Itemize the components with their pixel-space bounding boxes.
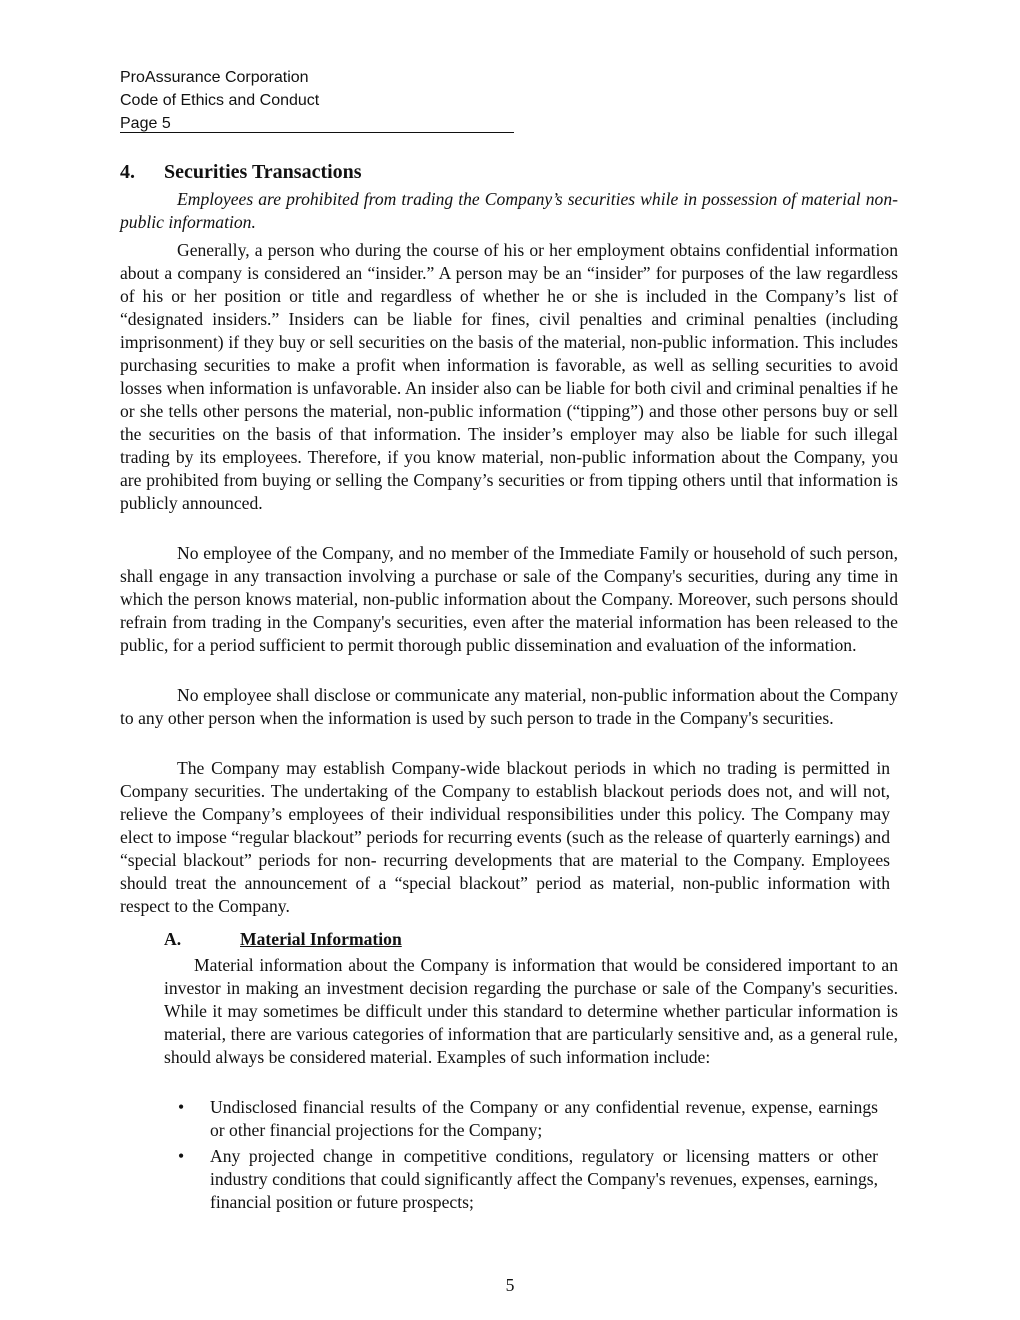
list-item-text: Undisclosed financial results of the Company or any confidential revenue, expense, earnings or other financial projections for the Company; (210, 1097, 878, 1140)
paragraph-material-information: Material information about the Company is information that would be considered important to an investor in making an investment decision regarding the purchase or sale of the Company's securities. While it may sometimes be difficult under this standard to determine whether particular information is material, there are various categories of information that are particularly sensitive and, as a general rule, should always be considered material. Examples of such information include: (164, 955, 898, 1067)
list-item (178, 1145, 878, 1215)
section-lead: Employees are prohibited from trading the Company’s securities while in possession of material non-public information. (120, 189, 898, 232)
header-page-label: Page 5 (120, 115, 171, 132)
header-document-title: Code of Ethics and Conduct (120, 92, 320, 109)
bullet-icon: • (178, 1146, 185, 1166)
paragraph-no-disclosure: No employee shall disclose or communicate any material, non-public information about the Company to any other person when the information is used by such person to trade in the Company's securities. (120, 685, 898, 728)
section-title: Securities Transactions (164, 161, 362, 183)
page-number: 5 (505, 1275, 515, 1295)
paragraph-no-trading: No employee of the Company, and no member of the Immediate Family or household of such person, shall engage in any transaction involving a purchase or sale of the Company's securities, during any time in which the person knows material, non-public information about the Company. Moreover, such persons should refrain from trading in the Company's securities, even after the material information has been released to the public, for a period sufficient to permit thorough public dissemination and evaluation of the information. (120, 543, 898, 655)
page-header (120, 66, 514, 135)
paragraph-insider: Generally, a person who during the course of his or her employment obtains confidential information about a company is considered an “insider.” A person may be an “insider” for purposes of the law regardless of his or her position or title and regardless of whether he or she is included in the Company’s list of “designated insiders.” Insiders can be liable for fines, civil penalties and criminal penalties (including imprisonment) if they buy or sell securities on the basis of the material, non-public information. This includes purchasing securities to make a profit when information is favorable, as well as selling securities to avoid losses when information is unfavorable. An insider also can be liable for both civil and criminal penalties if he or she tells other persons the material, non-public information (“tipping”) and those other persons buy or sell the securities on the basis of that information. The insider’s employer may also be liable for such illegal trading by its employees. Therefore, if you know material, non-public information about the Company, you are prohibited from buying or selling the Company’s securities or from tipping others until that information is publicly announced. (120, 240, 898, 513)
subsection-title: Material Information (240, 929, 402, 949)
list-item (178, 1096, 878, 1142)
header-rule (120, 132, 514, 133)
header-company: ProAssurance Corporation (120, 69, 309, 86)
section-heading (120, 160, 362, 184)
bullet-icon: • (178, 1097, 185, 1117)
paragraph-blackout: The Company may establish Company-wide blackout periods in which no trading is permitted in Company securities. The undertaking of the Company to establish blackout periods does not, and will not, relieve the Company’s employees of their individual responsibilities under this policy. The Company may elect to impose “regular blackout” periods for recurring events (such as the release of quarterly earnings) and “special blackout” periods for non- recurring developments that are material to the Company. Employees should treat the announcement of a “special blackout” period as material, non-public information with respect to the Company. (120, 758, 890, 916)
list-item-text: Any projected change in competitive conditions, regulatory or licensing matters or other industry conditions that could significantly affect the Company's revenues, expenses, earnings, financial position or future prospects; (210, 1146, 878, 1212)
subsection-heading (164, 928, 402, 951)
section-number: 4. (120, 161, 135, 183)
subsection-letter: A. (164, 929, 182, 949)
